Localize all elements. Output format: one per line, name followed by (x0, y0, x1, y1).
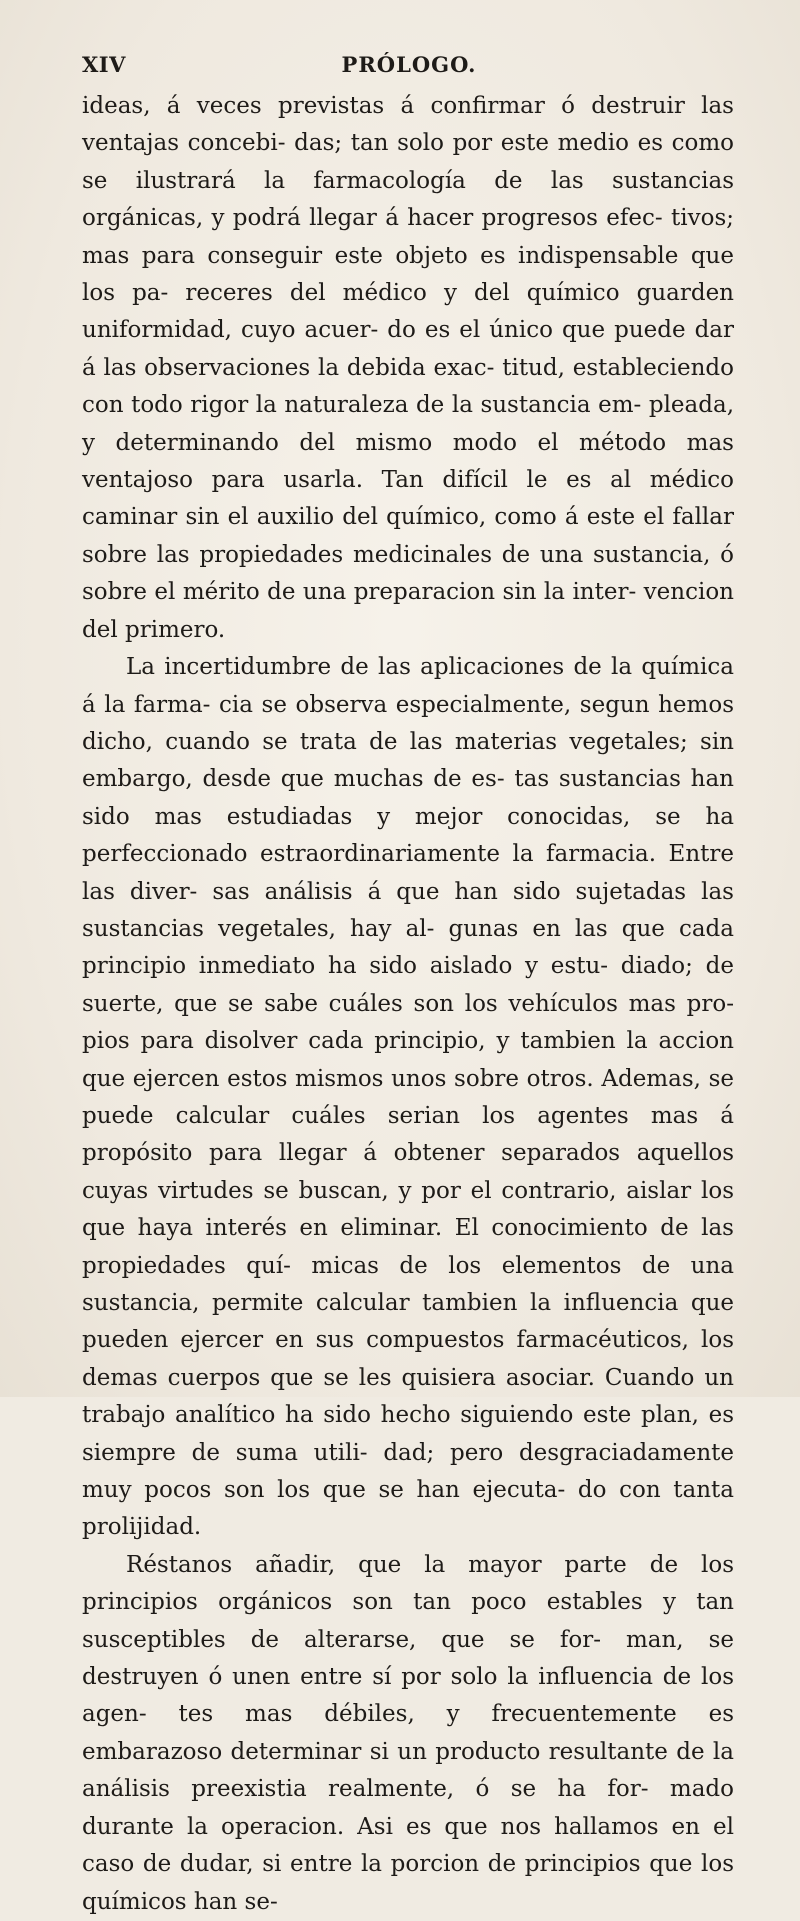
page-header (82, 44, 736, 84)
paragraph-continuation: ideas, á veces previstas á confirmar ó destruir las ventajas concebi- das; tan solo por este medio es como se ilustrará la farmacología de las sustancias orgánicas, y podrá llegar á hacer progresos efec- tivos; mas para conseguir este objeto es indispensable que los pa- receres del médico y del químico guarden uniformidad, cuyo acuer- do es el único que puede dar á las observaciones la debida exac- titud, estableciendo con todo rigor la naturaleza de la sustancia em- pleada, y determinando del mismo modo el método mas ventajoso para usarla. Tan difícil le es al médico caminar sin el auxilio del químico, como á este el fallar sobre las propiedades medicinales de una sustancia, ó sobre el mérito de una preparacion sin la inter- vencion del primero. (82, 93, 734, 643)
paragraph: La incertidumbre de las aplicaciones de la química á la farma- cia se observa especialmente, segun hemos dicho, cuando se trata de las materias vegetales; sin embargo, desde que muchas de es- tas sustancias han sido mas estudiadas y mejor conocidas, se ha perfeccionado estraordinariamente la farmacia. Entre las diver- sas análisis á que han sido sujetadas las sustancias vegetales, hay al- gunas en las que cada principio inmediato ha sido aislado y estu- diado; de suerte, que se sabe cuáles son los vehículos mas pro- pios para disolver cada principio, y tambien la accion que ejercen estos mismos unos sobre otros. Ademas, se puede calcular cuáles serian los agentes mas á propósito para llegar á obtener separados aquellos cuyas virtudes se buscan, y por el contrario, aislar los que haya interés en eliminar. El conocimiento de las propiedades quí- micas de los elementos de una sustancia, permite calcular tambien la influencia que pueden ejercer en sus compuestos farmacéuticos, los demas cuerpos que se les quisiera asociar. Cuando un trabajo analítico ha sido hecho siguiendo este plan, es siempre de suma utili- dad; pero desgraciadamente muy pocos son los que se han ejecuta- do con tanta prolijidad. (82, 654, 734, 1541)
body-text (82, 88, 734, 1921)
running-title: PRÓLOGO. (341, 52, 477, 77)
page-number: XIV (82, 52, 126, 77)
paragraph: Réstanos añadir, que la mayor parte de los principios orgánicos son tan poco estables y tan susceptibles de alterarse, que se for- man, se destruyen ó unen entre sí por solo la influencia de los agen- tes mas débiles, y frecuentemente es embarazoso determinar si un producto resultante de la análisis preexistia realmente, ó se ha for- mado durante la operacion. Asi es que nos hallamos en el caso de dudar, si entre la porcion de principios que los químicos han se- (82, 1551, 734, 1915)
